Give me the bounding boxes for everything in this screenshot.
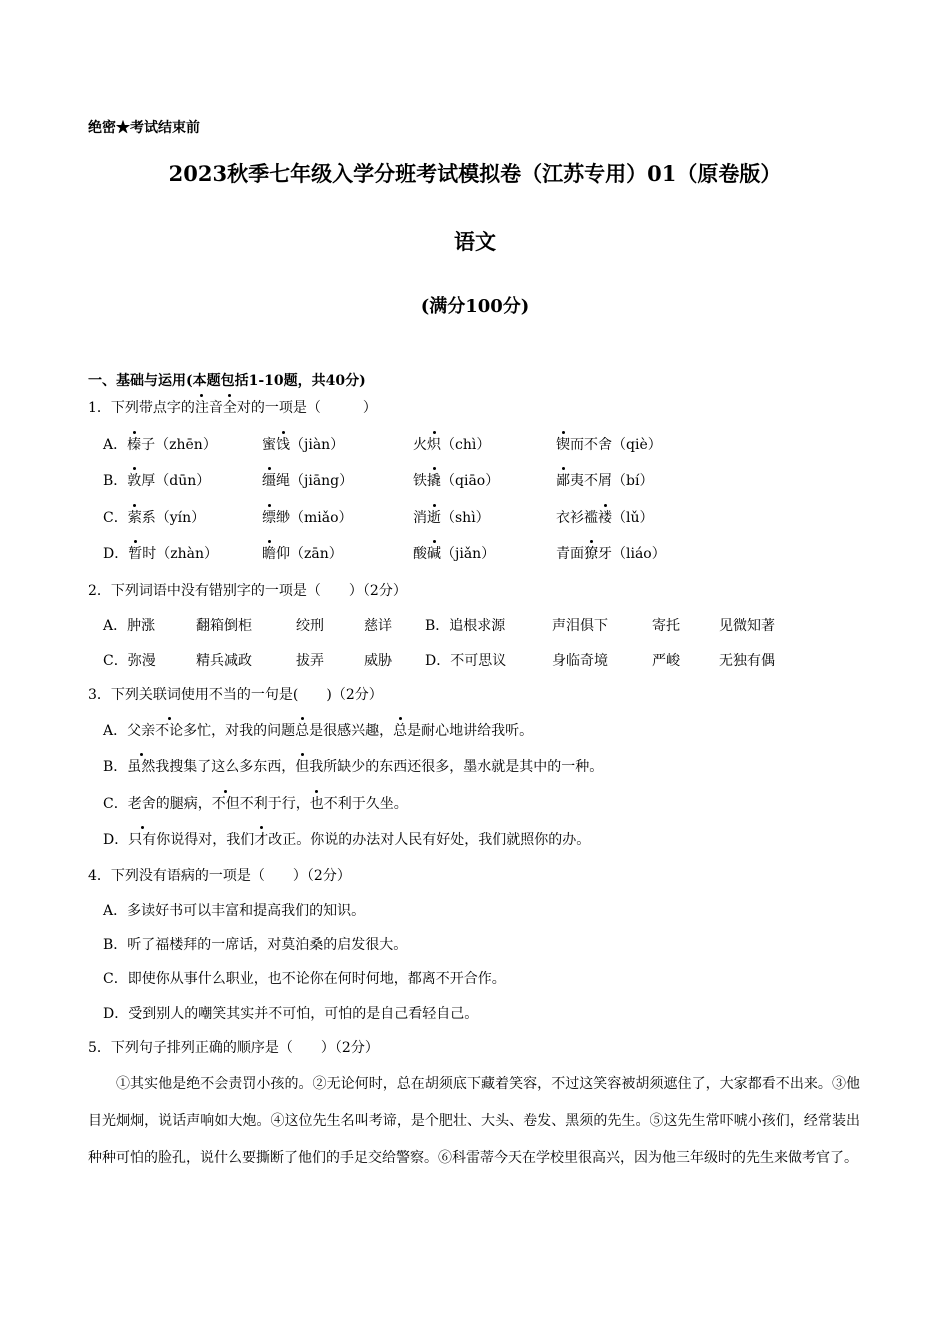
- question-1-stem: [88, 397, 377, 417]
- q2-word: 严峻: [652, 653, 680, 669]
- q1-stem-text: 音: [208, 400, 223, 416]
- emphasis-char: 也: [310, 793, 324, 813]
- q2-word: 精兵减政: [196, 653, 252, 669]
- q1-option-a-2: 蜜饯（jiàn）: [262, 434, 344, 454]
- q1-option-a-3: 火炽（chì）: [413, 434, 490, 454]
- q1-option-c-4: 衣衫褴褛（lǔ）: [556, 507, 654, 527]
- q2-word: 绞刑: [296, 618, 324, 634]
- q2-word: 翻箱倒柜: [196, 618, 252, 634]
- emphasis-char: 炽: [427, 434, 441, 454]
- q3-option-c: C．老舍的腿病，不但不利于行，也不利于久坐。: [103, 793, 408, 813]
- q1-option-c-2: 缥缈（miǎo）: [262, 507, 353, 527]
- q1-option-b-3: 铁撬（qiāo）: [413, 470, 499, 490]
- emphasis-char: 缥: [262, 507, 276, 527]
- q1-option-c-3: 消逝（shì）: [413, 507, 490, 527]
- q2-word: 威胁: [364, 653, 392, 669]
- subject-title: 语文: [454, 229, 496, 254]
- emphasis-char: 褛: [598, 507, 612, 527]
- emphasis-char: 暂: [128, 543, 142, 563]
- emphasis-char: 瞻: [262, 543, 276, 563]
- q1-option-b-4: 鄙夷不屑（bí）: [556, 470, 653, 490]
- emphasis-char: 碱: [427, 543, 441, 563]
- emphasis-char: 但: [295, 756, 309, 776]
- emphasis-char: 不论: [155, 720, 183, 740]
- q4-option-c: C．即使你从事什么职业，也不论你在何时何地，都离不开合作。: [103, 971, 506, 987]
- q2-word: A．肿涨: [103, 618, 156, 634]
- q2-word: 身临奇境: [552, 653, 608, 669]
- q1-option-d-3: 酸碱（jiǎn）: [413, 543, 495, 563]
- q4-option-d: D．受到别人的嘲笑其实并不可怕，可怕的是自己看轻自己。: [103, 1006, 479, 1022]
- q3-option-b: B．虽然我搜集了这么多东西，但我所缺少的东西还很多，墨水就是其中的一种。: [103, 756, 603, 776]
- q2-word: 无独有偶: [719, 653, 775, 669]
- emphasis-char: 总: [393, 720, 407, 740]
- emphasis-char: 注: [195, 397, 209, 417]
- emphasis-char: 才: [254, 829, 268, 849]
- q1-option-b-2: 缰绳（jiāng）: [262, 470, 353, 490]
- full-score: (满分100分): [420, 296, 530, 317]
- emphasis-char: 榛: [127, 434, 141, 454]
- question-4-stem: 4．下列没有语病的一项是（ ）（2分）: [88, 868, 351, 884]
- q2-word: C．弥漫: [103, 653, 156, 669]
- q4-option-a: A．多读好书可以丰富和提高我们的知识。: [103, 903, 366, 919]
- emphasis-char: 撬: [427, 470, 441, 490]
- emphasis-char: 萦: [128, 507, 142, 527]
- emphasis-char: 只有: [128, 829, 156, 849]
- q1-option-c-1: C．萦系（yín）: [103, 507, 205, 527]
- emphasis-char: 逝: [427, 507, 441, 527]
- q1-option-a-4: 锲而不舍（qiè）: [556, 434, 662, 454]
- exam-title: 2023秋季七年级入学分班考试模拟卷（江苏专用）01（原卷版）: [168, 161, 782, 186]
- confidential-label: 绝密★考试结束前: [88, 120, 200, 136]
- q2-word: B．追根求源: [425, 618, 506, 634]
- q1-stem-text: 1．下列带点字的: [88, 400, 195, 416]
- emphasis-char: 獠: [584, 543, 598, 563]
- q2-word: 见微知著: [719, 618, 775, 634]
- q2-word: 寄托: [652, 618, 680, 634]
- q5-passage: ①其实他是绝不会责罚小孩的。②无论何时，总在胡须底下藏着笑容，不过这笑容被胡须遮住了，大家都看不出来。③他目光炯炯，说话声响如大炮。④这位先生名叫考谛，是个肥壮、大头、卷发、黑须的先生。⑤这先生常吓唬小孩们，经常装出种种可怕的脸孔，说什么要撕断了他们的手足交给警察。⑥科雷蒂今天在学校里很高兴，因为他三年级时的先生来做考官了。: [88, 1076, 860, 1166]
- q2-word: 声泪俱下: [552, 618, 608, 634]
- emphasis-char: 总: [295, 720, 309, 740]
- emphasis-char: 不但: [212, 793, 240, 813]
- q1-option-a-1: A．榛子（zhēn）: [103, 434, 217, 454]
- emphasis-char: 全: [223, 397, 237, 417]
- emphasis-char: 鄙: [556, 470, 570, 490]
- question-2-stem: 2．下列词语中没有错别字的一项是（ ）（2分）: [88, 583, 407, 599]
- question-3-stem: 3．下列关联词使用不当的一句是( )（2分）: [88, 687, 383, 703]
- emphasis-char: 饯: [276, 434, 290, 454]
- emphasis-char: 敦: [127, 470, 141, 490]
- q2-word: D．不可思议: [425, 653, 507, 669]
- q4-option-b: B．听了福楼拜的一席话，对莫泊桑的启发很大。: [103, 937, 408, 953]
- emphasis-char: 虽然: [127, 756, 155, 776]
- q1-option-d-4: 青面獠牙（liáo）: [556, 543, 666, 563]
- q1-option-d-2: 瞻仰（zān）: [262, 543, 343, 563]
- q1-option-d-1: D．暂时（zhàn）: [103, 543, 218, 563]
- emphasis-char: 缰: [262, 470, 276, 490]
- q2-word: 慈详: [364, 618, 392, 634]
- q1-option-b-1: B．敦厚（dūn）: [103, 470, 210, 490]
- emphasis-char: 锲: [556, 434, 570, 454]
- q3-option-d: D．只有你说得对，我们才改正。你说的办法对人民有好处，我们就照你的办。: [103, 829, 590, 849]
- q3-option-a: A．父亲不论多忙，对我的问题总是很感兴趣，总是耐心地讲给我听。: [103, 720, 533, 740]
- section-heading: 一、基础与运用(本题包括1-10题，共40分): [88, 373, 366, 389]
- question-5-stem: 5．下列句子排列正确的顺序是（ ）（2分）: [88, 1040, 379, 1056]
- q2-word: 拔弄: [296, 653, 324, 669]
- q1-stem-text: 对的一项是（ ）: [236, 400, 377, 416]
